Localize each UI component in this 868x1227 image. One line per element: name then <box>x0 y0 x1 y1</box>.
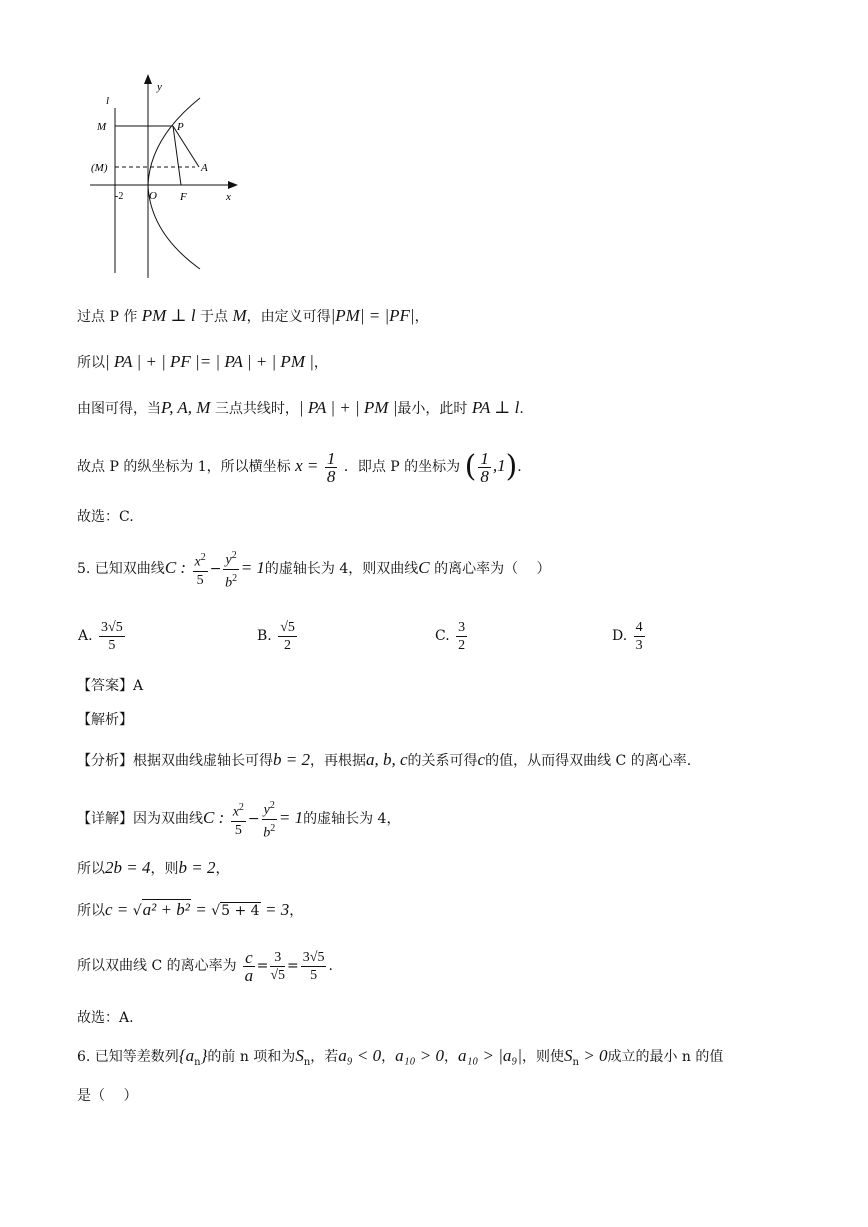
text: 所以 <box>77 861 105 877</box>
numerator: 1 <box>480 448 489 468</box>
q5-option-A[interactable] <box>78 614 127 658</box>
numerator: 3√5 <box>101 619 123 635</box>
math: c <box>477 750 486 769</box>
fraction <box>223 547 238 591</box>
numerator: 1 <box>326 448 336 468</box>
math: b = 2 <box>273 750 310 769</box>
text: 成立的最小 n 的值 <box>607 1049 724 1065</box>
text: ， <box>289 903 304 919</box>
fraction <box>193 549 208 589</box>
option-label: A. <box>78 628 93 644</box>
math: = 1 <box>278 808 304 827</box>
label-y: y <box>157 81 162 93</box>
text: 最小，此时 <box>397 401 472 417</box>
label-F: F <box>180 191 187 203</box>
sol4-line2 <box>77 352 328 373</box>
paren: ) <box>505 449 518 484</box>
q5-detail: 【详解】因为双曲线C : $\frac{x^2}{5}$ − $\frac{y^2}{b^2}$ = 1的虚轴长为 4， <box>77 796 400 841</box>
label-O: O <box>149 190 157 202</box>
text: ，则 <box>150 861 179 877</box>
q5-option-C[interactable] <box>435 614 469 658</box>
label-l: l <box>106 95 110 107</box>
fraction <box>270 949 285 984</box>
numerator <box>223 547 238 570</box>
text: 所以 <box>77 355 105 371</box>
x-axis-arrow <box>228 181 238 189</box>
sup: 2 <box>232 572 238 584</box>
denominator: 2 <box>458 637 466 653</box>
sol4-line4 <box>77 444 522 489</box>
text: 6. 已知等差数列 <box>77 1049 179 1065</box>
y-axis-arrow <box>144 74 152 84</box>
math: = 1 <box>240 558 265 577</box>
text: 5. 已知双曲线 <box>77 561 165 577</box>
text: ， <box>381 1049 396 1065</box>
q5-option-B[interactable] <box>257 614 299 658</box>
q5-analysis-heading: 【解析】 <box>77 712 133 728</box>
math: C : <box>203 808 225 827</box>
numerator: 4 <box>635 619 643 635</box>
q5-choose: 故选：A. <box>77 1010 134 1026</box>
text: 所以 <box>77 903 105 919</box>
text: 于点 <box>195 309 233 325</box>
text: ，则使 <box>522 1049 565 1065</box>
q6-stem-line2: 是（ ） <box>77 1088 138 1104</box>
text: 的前 n 项和为 <box>207 1049 296 1065</box>
fraction <box>99 619 125 654</box>
text: 三点共线时， <box>210 401 299 417</box>
math: | PA | + | PM | <box>298 398 398 417</box>
sup: 2 <box>238 802 244 814</box>
q5-step3: 所以双曲线 C 的离心率为 $\frac{c}{a}$ = $\frac{3}{√5}$ = $\frac{3√5}{5}$ . <box>77 947 333 985</box>
text: 【分析】根据双曲线虚轴长可得 <box>77 753 273 769</box>
math: > 0 <box>578 1046 608 1065</box>
text: ，由定义可得 <box>246 309 331 325</box>
denominator: √5 <box>270 967 286 983</box>
numerator: 3 <box>270 949 285 967</box>
denominator <box>262 820 277 842</box>
text: 的虚轴长为 4，则双曲线 <box>264 561 419 577</box>
denominator: a <box>244 965 254 985</box>
text: ， <box>313 355 328 371</box>
segment-PF <box>173 126 181 185</box>
var: b <box>263 825 271 841</box>
text: ，再根据 <box>309 753 366 769</box>
var: x <box>232 804 239 820</box>
math: C <box>418 558 430 577</box>
label-P: P <box>177 121 184 133</box>
denominator: 5 <box>108 637 116 653</box>
sol4-line3 <box>77 398 524 419</box>
math: c = <box>105 900 129 919</box>
math: S <box>295 1046 304 1065</box>
fraction <box>231 799 246 839</box>
text: 的虚轴长为 4， <box>303 811 401 827</box>
sub: n <box>572 1056 579 1068</box>
paren: ( <box>464 449 477 484</box>
denominator: 5 <box>310 967 318 983</box>
math: |PM| = |PF| <box>330 306 415 325</box>
denominator: 3 <box>635 637 643 653</box>
fraction <box>262 797 277 841</box>
denominator: 5 <box>234 822 242 838</box>
denominator: 2 <box>284 637 292 653</box>
math: {a <box>178 1046 195 1065</box>
math: a, b, c <box>365 750 408 769</box>
option-label: C. <box>435 628 450 644</box>
math: x = <box>295 456 319 475</box>
numerator <box>262 797 277 820</box>
sup: 2 <box>231 549 237 561</box>
numerator: √5 <box>280 619 295 635</box>
sup: 2 <box>269 799 275 811</box>
text: . <box>517 459 522 475</box>
text: ， <box>443 1049 458 1065</box>
q5-answer: 【答案】A <box>77 678 144 694</box>
math: PM ⊥ l <box>141 306 196 325</box>
denominator: 8 <box>326 466 336 486</box>
sub: n <box>194 1056 201 1068</box>
parabola-curve <box>148 98 200 269</box>
fraction <box>634 619 645 654</box>
option-label: B. <box>257 628 272 644</box>
option-label: D. <box>612 628 628 644</box>
math: b = 2 <box>178 858 216 877</box>
math: = 3 <box>265 900 290 919</box>
fraction <box>301 949 327 984</box>
text: 所以双曲线 C 的离心率为 <box>77 958 237 974</box>
math: 2b = 4 <box>105 858 151 877</box>
q5-stem: 5. 已知双曲线C : $\frac{x^2}{5}$ − $\frac{y^2}{b^2}$ = 1的虚轴长为 4，则双曲线C 的离心率为（ ） <box>77 546 551 591</box>
text: ， <box>414 309 429 325</box>
text: ，若 <box>310 1049 339 1065</box>
math: PA ⊥ l <box>471 398 520 417</box>
numerator: 3√5 <box>302 949 325 965</box>
q5-step1 <box>77 858 229 879</box>
math: = <box>195 900 207 919</box>
math: } <box>200 1046 208 1065</box>
numerator: c <box>245 947 253 967</box>
var: b <box>225 575 233 591</box>
sup: 2 <box>270 822 276 834</box>
var: y <box>225 552 232 568</box>
q5-fenxi <box>77 750 691 771</box>
math: a₁₀ > |a₉| <box>457 1046 523 1065</box>
text: ， <box>215 861 230 877</box>
label-neg2: -2 <box>115 191 124 202</box>
sub: n <box>303 1056 311 1068</box>
sol4-line5: 故选：C. <box>77 509 134 525</box>
math: | PA | + | PF |= | PA | + | PM | <box>105 352 314 371</box>
fraction <box>278 619 297 654</box>
label-M-projection: (M) <box>91 162 108 174</box>
sol4-line1 <box>77 306 429 327</box>
denominator: 8 <box>480 466 489 486</box>
numerator <box>193 549 208 572</box>
text: 故点 P 的纵坐标为 1，所以横坐标 <box>77 459 291 475</box>
parabola-figure <box>85 68 250 280</box>
math: ,1 <box>492 456 506 475</box>
var: y <box>263 802 270 818</box>
text: 由图可得，当 <box>77 401 161 417</box>
radicand: a² + b² <box>142 900 190 919</box>
text: . <box>519 401 524 417</box>
numerator <box>231 799 246 822</box>
math: a₉ < 0 <box>338 1046 382 1065</box>
label-x: x <box>226 191 231 203</box>
sup: 2 <box>200 552 206 564</box>
math: C : <box>164 558 187 577</box>
q6-stem-line1 <box>77 1046 723 1073</box>
var: x <box>194 554 201 570</box>
label-A: A <box>201 162 208 174</box>
text: ．即点 P 的坐标为 <box>343 459 461 475</box>
fraction <box>325 450 338 485</box>
label-M: M <box>97 121 107 133</box>
denominator <box>223 570 238 592</box>
denominator: 5 <box>196 572 204 588</box>
q5-step2: 所以c = √a² + b² = √5 + 4 = 3， <box>77 900 304 919</box>
math: P, A, M <box>161 398 211 417</box>
text: 过点 P 作 <box>77 309 142 325</box>
numerator: 3 <box>458 619 466 635</box>
text: 的值，从而得双曲线 C 的离心率. <box>485 753 692 769</box>
radicand: 5 + 4 <box>221 903 260 919</box>
fraction <box>243 949 255 984</box>
text: . <box>328 958 333 974</box>
text: 的离心率为（ ） <box>429 561 551 577</box>
math: M <box>232 306 247 325</box>
fraction <box>456 619 467 654</box>
math: S <box>564 1046 573 1065</box>
math: a₁₀ > 0 <box>395 1046 444 1065</box>
text: 的关系可得 <box>407 753 478 769</box>
text: 【详解】因为双曲线 <box>77 811 203 827</box>
q5-option-D[interactable] <box>612 614 647 658</box>
fraction <box>478 450 491 485</box>
